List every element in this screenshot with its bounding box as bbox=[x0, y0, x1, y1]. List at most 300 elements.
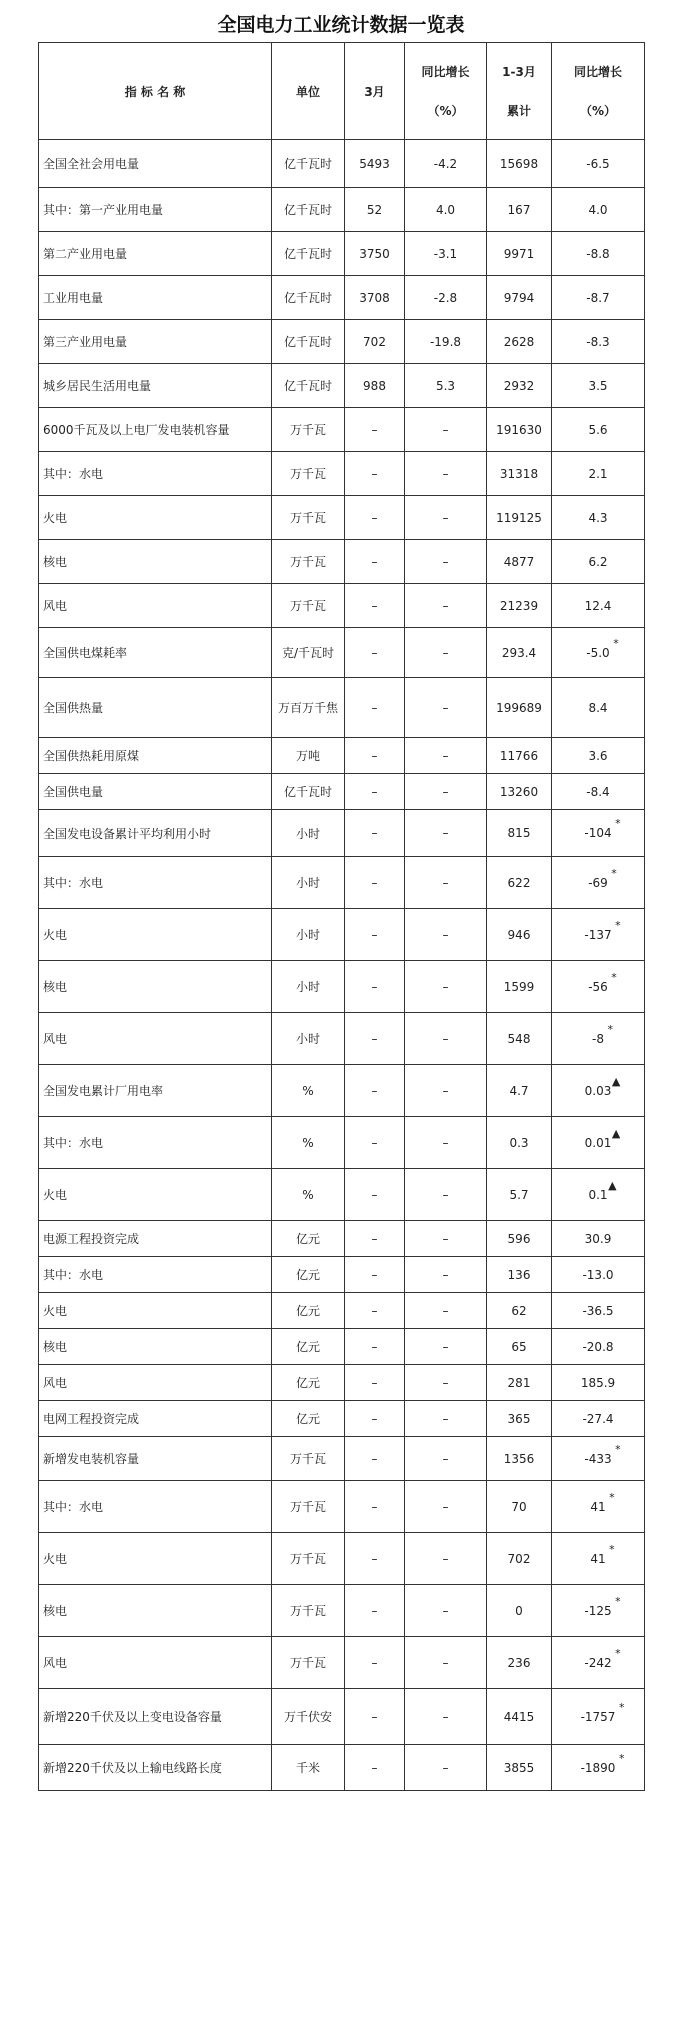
row-cumulative-cell: 293.4 bbox=[487, 628, 552, 678]
row-name-cell: 6000千瓦及以上电厂发电装机容量 bbox=[39, 408, 272, 452]
row-unit-cell: 亿元 bbox=[272, 1257, 345, 1293]
asterisk-marker: * bbox=[615, 1442, 621, 1456]
row-cum-yoy-cell: 3.6 bbox=[552, 738, 645, 774]
row-cum-yoy-cell: -27.4 bbox=[552, 1401, 645, 1437]
row-cumulative-cell: 62 bbox=[487, 1293, 552, 1329]
cum-yoy-value bbox=[590, 1542, 615, 1566]
row-cumulative-cell: 199689 bbox=[487, 678, 552, 738]
cum-yoy-text: 0.01 bbox=[584, 1135, 612, 1150]
table-row bbox=[39, 408, 645, 452]
row-march-cell: – bbox=[345, 628, 405, 678]
row-cum-yoy-cell bbox=[552, 1481, 645, 1533]
row-cumulative-cell: 0 bbox=[487, 1585, 552, 1637]
row-unit-cell: 小时 bbox=[272, 1013, 345, 1065]
cum-yoy-text: -1890 bbox=[580, 1760, 616, 1775]
row-march-cell: 52 bbox=[345, 188, 405, 232]
row-unit-cell: % bbox=[272, 1065, 345, 1117]
asterisk-marker: * bbox=[615, 918, 621, 932]
cum-yoy-text: 41 bbox=[590, 1551, 606, 1566]
row-yoy-cell: – bbox=[405, 1365, 487, 1401]
asterisk-marker: * bbox=[618, 1700, 625, 1714]
row-cum-yoy-cell: 12.4 bbox=[552, 584, 645, 628]
row-march-cell: – bbox=[345, 1065, 405, 1117]
row-cum-yoy-cell bbox=[552, 1437, 645, 1481]
header-march: 3月 bbox=[345, 43, 405, 140]
row-yoy-cell: – bbox=[405, 496, 487, 540]
table-row bbox=[39, 496, 645, 540]
cum-yoy-value bbox=[580, 1751, 625, 1775]
asterisk-marker: * bbox=[615, 1594, 621, 1608]
row-yoy-cell: – bbox=[405, 678, 487, 738]
row-unit-cell: 万千瓦 bbox=[272, 584, 345, 628]
row-name-cell: 电源工程投资完成 bbox=[39, 1221, 272, 1257]
cum-yoy-text: -5.0 bbox=[586, 645, 610, 660]
row-cum-yoy-cell: 8.4 bbox=[552, 678, 645, 738]
table-row bbox=[39, 364, 645, 408]
row-yoy-cell: – bbox=[405, 1013, 487, 1065]
row-name-cell: 火电 bbox=[39, 1169, 272, 1221]
row-name-cell: 其中：水电 bbox=[39, 452, 272, 496]
cum-yoy-value bbox=[584, 1074, 621, 1098]
row-march-cell: – bbox=[345, 1437, 405, 1481]
row-unit-cell: 小时 bbox=[272, 810, 345, 857]
row-yoy-cell: – bbox=[405, 1689, 487, 1745]
row-unit-cell: 小时 bbox=[272, 857, 345, 909]
row-unit-cell: 万千瓦 bbox=[272, 1481, 345, 1533]
row-cumulative-cell: 31318 bbox=[487, 452, 552, 496]
table-row bbox=[39, 1221, 645, 1257]
row-name-cell: 其中：水电 bbox=[39, 1117, 272, 1169]
row-name-cell: 城乡居民生活用电量 bbox=[39, 364, 272, 408]
row-cum-yoy-cell bbox=[552, 1689, 645, 1745]
asterisk-marker: * bbox=[611, 866, 617, 880]
row-cumulative-cell: 21239 bbox=[487, 584, 552, 628]
row-yoy-cell: -3.1 bbox=[405, 232, 487, 276]
table-row bbox=[39, 1065, 645, 1117]
row-name-cell: 其中：水电 bbox=[39, 857, 272, 909]
row-yoy-cell: – bbox=[405, 1437, 487, 1481]
cum-yoy-text: 0.1 bbox=[588, 1187, 608, 1202]
row-yoy-cell: -4.2 bbox=[405, 140, 487, 188]
cum-yoy-text: -242 bbox=[584, 1655, 612, 1670]
row-yoy-cell: – bbox=[405, 452, 487, 496]
row-cum-yoy-cell bbox=[552, 1013, 645, 1065]
row-unit-cell: 亿千瓦时 bbox=[272, 364, 345, 408]
row-cumulative-cell: 13260 bbox=[487, 774, 552, 810]
table-row bbox=[39, 140, 645, 188]
row-march-cell: – bbox=[345, 961, 405, 1013]
row-unit-cell: 小时 bbox=[272, 961, 345, 1013]
cum-yoy-value bbox=[584, 1646, 621, 1670]
table-row bbox=[39, 320, 645, 364]
table-row bbox=[39, 1329, 645, 1365]
row-cum-yoy-cell bbox=[552, 628, 645, 678]
row-yoy-cell: – bbox=[405, 1221, 487, 1257]
cum-yoy-text: -433 bbox=[584, 1451, 612, 1466]
row-march-cell: – bbox=[345, 1221, 405, 1257]
row-cum-yoy-cell: 185.9 bbox=[552, 1365, 645, 1401]
header-yoy-line1: 同比增长 bbox=[421, 65, 470, 79]
cum-yoy-value bbox=[584, 1126, 621, 1150]
table-row bbox=[39, 1401, 645, 1437]
row-cumulative-cell: 119125 bbox=[487, 496, 552, 540]
row-march-cell: 702 bbox=[345, 320, 405, 364]
row-march-cell: 3750 bbox=[345, 232, 405, 276]
row-unit-cell: 亿千瓦时 bbox=[272, 276, 345, 320]
row-name-cell: 火电 bbox=[39, 1293, 272, 1329]
row-cumulative-cell: 622 bbox=[487, 857, 552, 909]
triangle-marker-icon: ▲ bbox=[611, 1074, 621, 1088]
row-cumulative-cell: 946 bbox=[487, 909, 552, 961]
row-unit-cell: 万千瓦 bbox=[272, 1437, 345, 1481]
row-name-cell: 火电 bbox=[39, 496, 272, 540]
cum-yoy-text: 41 bbox=[590, 1499, 606, 1514]
cum-yoy-value bbox=[590, 1490, 615, 1514]
row-cum-yoy-cell bbox=[552, 857, 645, 909]
row-cumulative-cell: 2932 bbox=[487, 364, 552, 408]
cum-yoy-value bbox=[592, 1022, 613, 1046]
row-name-cell: 核电 bbox=[39, 1329, 272, 1365]
header-unit: 单位 bbox=[272, 43, 345, 140]
row-unit-cell: 亿元 bbox=[272, 1293, 345, 1329]
table-row bbox=[39, 1257, 645, 1293]
cum-yoy-value bbox=[584, 817, 621, 840]
row-cumulative-cell: 1356 bbox=[487, 1437, 552, 1481]
row-name-cell: 其中：水电 bbox=[39, 1257, 272, 1293]
cum-yoy-value bbox=[586, 636, 619, 660]
row-unit-cell: 亿元 bbox=[272, 1401, 345, 1437]
table-row bbox=[39, 232, 645, 276]
row-march-cell: – bbox=[345, 1637, 405, 1689]
row-cum-yoy-cell: 2.1 bbox=[552, 452, 645, 496]
row-cumulative-cell: 2628 bbox=[487, 320, 552, 364]
table-row bbox=[39, 678, 645, 738]
row-cumulative-cell: 136 bbox=[487, 1257, 552, 1293]
row-cumulative-cell: 65 bbox=[487, 1329, 552, 1365]
row-march-cell: – bbox=[345, 540, 405, 584]
row-unit-cell: 万千瓦 bbox=[272, 1533, 345, 1585]
row-march-cell: – bbox=[345, 1329, 405, 1365]
row-march-cell: – bbox=[345, 678, 405, 738]
row-cum-yoy-cell: -8.3 bbox=[552, 320, 645, 364]
row-cum-yoy-cell: 3.5 bbox=[552, 364, 645, 408]
row-name-cell: 工业用电量 bbox=[39, 276, 272, 320]
row-name-cell: 风电 bbox=[39, 1365, 272, 1401]
asterisk-marker: * bbox=[615, 817, 621, 830]
table-row bbox=[39, 1481, 645, 1533]
row-yoy-cell: – bbox=[405, 1481, 487, 1533]
row-cum-yoy-cell bbox=[552, 1533, 645, 1585]
table-row bbox=[39, 738, 645, 774]
row-unit-cell: 万千瓦 bbox=[272, 452, 345, 496]
asterisk-marker: * bbox=[609, 1490, 615, 1504]
row-cumulative-cell: 0.3 bbox=[487, 1117, 552, 1169]
row-yoy-cell: – bbox=[405, 961, 487, 1013]
table-row bbox=[39, 1533, 645, 1585]
row-unit-cell: 亿元 bbox=[272, 1221, 345, 1257]
row-yoy-cell: – bbox=[405, 857, 487, 909]
cum-yoy-value bbox=[584, 1594, 621, 1618]
row-cumulative-cell: 11766 bbox=[487, 738, 552, 774]
asterisk-marker: * bbox=[615, 1646, 621, 1660]
cum-yoy-text: -8 bbox=[592, 1031, 604, 1046]
cum-yoy-value bbox=[588, 866, 617, 890]
row-cum-yoy-cell: 6.2 bbox=[552, 540, 645, 584]
row-yoy-cell: – bbox=[405, 1329, 487, 1365]
cum-yoy-text: 0.03 bbox=[584, 1083, 612, 1098]
header-yoy bbox=[405, 43, 487, 140]
row-cum-yoy-cell: 4.0 bbox=[552, 188, 645, 232]
row-cum-yoy-cell: -8.7 bbox=[552, 276, 645, 320]
row-name-cell: 核电 bbox=[39, 961, 272, 1013]
table-row bbox=[39, 1169, 645, 1221]
table-row bbox=[39, 452, 645, 496]
table-row bbox=[39, 1437, 645, 1481]
row-cum-yoy-cell bbox=[552, 1585, 645, 1637]
cum-yoy-value bbox=[580, 1700, 625, 1724]
row-cumulative-cell: 5.7 bbox=[487, 1169, 552, 1221]
table-row bbox=[39, 1637, 645, 1689]
row-march-cell: – bbox=[345, 1257, 405, 1293]
header-cum-yoy-line1: 同比增长 bbox=[573, 65, 622, 79]
table-row bbox=[39, 810, 645, 857]
row-cum-yoy-cell bbox=[552, 909, 645, 961]
row-name-cell: 电网工程投资完成 bbox=[39, 1401, 272, 1437]
row-yoy-cell: – bbox=[405, 1637, 487, 1689]
row-unit-cell: 万千瓦 bbox=[272, 408, 345, 452]
row-cum-yoy-cell: 4.3 bbox=[552, 496, 645, 540]
table-row bbox=[39, 540, 645, 584]
asterisk-marker: * bbox=[611, 970, 617, 984]
row-unit-cell: 亿千瓦时 bbox=[272, 774, 345, 810]
row-march-cell: – bbox=[345, 408, 405, 452]
row-march-cell: – bbox=[345, 1689, 405, 1745]
table-body bbox=[39, 140, 645, 1791]
row-name-cell: 核电 bbox=[39, 540, 272, 584]
table-row bbox=[39, 1117, 645, 1169]
row-cum-yoy-cell: -8.8 bbox=[552, 232, 645, 276]
row-name-cell: 其中：水电 bbox=[39, 1481, 272, 1533]
row-unit-cell: 万千瓦 bbox=[272, 496, 345, 540]
row-cumulative-cell: 70 bbox=[487, 1481, 552, 1533]
row-cum-yoy-cell bbox=[552, 1169, 645, 1221]
header-cum-yoy bbox=[552, 43, 645, 140]
row-yoy-cell: – bbox=[405, 1065, 487, 1117]
cum-yoy-value bbox=[588, 970, 617, 994]
table-row bbox=[39, 1745, 645, 1791]
row-cumulative-cell: 236 bbox=[487, 1637, 552, 1689]
cum-yoy-text: -137 bbox=[584, 927, 612, 942]
asterisk-marker: * bbox=[609, 1542, 615, 1556]
row-unit-cell: 万千伏安 bbox=[272, 1689, 345, 1745]
row-name-cell: 第三产业用电量 bbox=[39, 320, 272, 364]
row-march-cell: – bbox=[345, 584, 405, 628]
row-yoy-cell: -19.8 bbox=[405, 320, 487, 364]
row-yoy-cell: – bbox=[405, 628, 487, 678]
asterisk-marker: * bbox=[613, 636, 619, 650]
row-yoy-cell: – bbox=[405, 909, 487, 961]
row-yoy-cell: – bbox=[405, 1117, 487, 1169]
row-name-cell: 新增220千伏及以上输电线路长度 bbox=[39, 1745, 272, 1791]
row-unit-cell: 千米 bbox=[272, 1745, 345, 1791]
row-unit-cell: 小时 bbox=[272, 909, 345, 961]
row-name-cell: 其中：第一产业用电量 bbox=[39, 188, 272, 232]
header-cum-line1: 1-3月 bbox=[502, 65, 536, 79]
row-cumulative-cell: 15698 bbox=[487, 140, 552, 188]
table-row bbox=[39, 1293, 645, 1329]
cum-yoy-text: -56 bbox=[588, 979, 608, 994]
row-cum-yoy-cell bbox=[552, 1117, 645, 1169]
row-cum-yoy-cell: -8.4 bbox=[552, 774, 645, 810]
table-row bbox=[39, 774, 645, 810]
row-march-cell: – bbox=[345, 1401, 405, 1437]
cum-yoy-value bbox=[588, 1178, 617, 1202]
cum-yoy-text: -125 bbox=[584, 1603, 612, 1618]
row-march-cell: – bbox=[345, 1169, 405, 1221]
table-row bbox=[39, 1585, 645, 1637]
row-cumulative-cell: 9794 bbox=[487, 276, 552, 320]
row-name-cell: 第二产业用电量 bbox=[39, 232, 272, 276]
table-header-row bbox=[39, 43, 645, 140]
row-yoy-cell: – bbox=[405, 1401, 487, 1437]
row-name-cell: 全国发电设备累计平均利用小时 bbox=[39, 810, 272, 857]
row-yoy-cell: 5.3 bbox=[405, 364, 487, 408]
row-yoy-cell: – bbox=[405, 584, 487, 628]
page-title: 全国电力工业统计数据一览表 bbox=[217, 14, 465, 36]
row-march-cell: – bbox=[345, 1533, 405, 1585]
row-cumulative-cell: 596 bbox=[487, 1221, 552, 1257]
row-yoy-cell: – bbox=[405, 540, 487, 584]
row-name-cell: 全国供电量 bbox=[39, 774, 272, 810]
row-yoy-cell: 4.0 bbox=[405, 188, 487, 232]
triangle-marker-icon: ▲ bbox=[608, 1178, 617, 1192]
row-name-cell: 风电 bbox=[39, 1637, 272, 1689]
header-yoy-line2: （%） bbox=[427, 104, 464, 118]
row-unit-cell: 万千瓦 bbox=[272, 540, 345, 584]
row-yoy-cell: – bbox=[405, 1169, 487, 1221]
table-row bbox=[39, 1689, 645, 1745]
row-cumulative-cell: 3855 bbox=[487, 1745, 552, 1791]
row-yoy-cell: – bbox=[405, 774, 487, 810]
row-unit-cell: 亿元 bbox=[272, 1365, 345, 1401]
cum-yoy-text: -1757 bbox=[580, 1709, 616, 1724]
row-yoy-cell: – bbox=[405, 1257, 487, 1293]
row-march-cell: – bbox=[345, 1365, 405, 1401]
header-name: 指 标 名 称 bbox=[39, 43, 272, 140]
row-cum-yoy-cell: -13.0 bbox=[552, 1257, 645, 1293]
row-cumulative-cell: 9971 bbox=[487, 232, 552, 276]
table-row bbox=[39, 1365, 645, 1401]
row-unit-cell: % bbox=[272, 1117, 345, 1169]
row-unit-cell: 亿千瓦时 bbox=[272, 140, 345, 188]
row-unit-cell: 万千瓦 bbox=[272, 1637, 345, 1689]
row-march-cell: – bbox=[345, 496, 405, 540]
row-march-cell: – bbox=[345, 1117, 405, 1169]
row-march-cell: – bbox=[345, 774, 405, 810]
row-unit-cell: % bbox=[272, 1169, 345, 1221]
row-name-cell: 全国发电累计厂用电率 bbox=[39, 1065, 272, 1117]
row-cumulative-cell: 4.7 bbox=[487, 1065, 552, 1117]
table-row bbox=[39, 276, 645, 320]
row-cum-yoy-cell: -6.5 bbox=[552, 140, 645, 188]
row-march-cell: 3708 bbox=[345, 276, 405, 320]
row-cum-yoy-cell: -20.8 bbox=[552, 1329, 645, 1365]
header-cumulative bbox=[487, 43, 552, 140]
statistics-table bbox=[38, 42, 645, 1791]
cum-yoy-text: -69 bbox=[588, 875, 608, 890]
row-march-cell: – bbox=[345, 1293, 405, 1329]
row-yoy-cell: – bbox=[405, 408, 487, 452]
row-name-cell: 火电 bbox=[39, 909, 272, 961]
row-cumulative-cell: 281 bbox=[487, 1365, 552, 1401]
row-cumulative-cell: 4415 bbox=[487, 1689, 552, 1745]
row-unit-cell: 万百万千焦 bbox=[272, 678, 345, 738]
row-march-cell: – bbox=[345, 909, 405, 961]
row-name-cell: 新增发电装机容量 bbox=[39, 1437, 272, 1481]
table-row bbox=[39, 188, 645, 232]
row-name-cell: 风电 bbox=[39, 1013, 272, 1065]
row-cum-yoy-cell bbox=[552, 1637, 645, 1689]
table-row bbox=[39, 909, 645, 961]
row-yoy-cell: -2.8 bbox=[405, 276, 487, 320]
row-march-cell: – bbox=[345, 1481, 405, 1533]
table-row bbox=[39, 628, 645, 678]
header-cum-yoy-line2: （%） bbox=[579, 104, 617, 118]
table-row bbox=[39, 857, 645, 909]
row-cumulative-cell: 548 bbox=[487, 1013, 552, 1065]
row-march-cell: – bbox=[345, 1585, 405, 1637]
row-cum-yoy-cell bbox=[552, 1745, 645, 1791]
row-cum-yoy-cell bbox=[552, 1065, 645, 1117]
asterisk-marker: * bbox=[607, 1022, 613, 1036]
row-march-cell: – bbox=[345, 738, 405, 774]
row-name-cell: 核电 bbox=[39, 1585, 272, 1637]
row-name-cell: 风电 bbox=[39, 584, 272, 628]
row-name-cell: 新增220千伏及以上变电设备容量 bbox=[39, 1689, 272, 1745]
row-yoy-cell: – bbox=[405, 1745, 487, 1791]
row-cum-yoy-cell bbox=[552, 961, 645, 1013]
row-unit-cell: 亿元 bbox=[272, 1329, 345, 1365]
row-cumulative-cell: 365 bbox=[487, 1401, 552, 1437]
row-name-cell: 全国供热量 bbox=[39, 678, 272, 738]
row-unit-cell: 亿千瓦时 bbox=[272, 232, 345, 276]
row-march-cell: – bbox=[345, 810, 405, 857]
row-cumulative-cell: 702 bbox=[487, 1533, 552, 1585]
header-cum-line2: 累计 bbox=[506, 104, 531, 118]
row-march-cell: 988 bbox=[345, 364, 405, 408]
row-cumulative-cell: 191630 bbox=[487, 408, 552, 452]
row-march-cell: – bbox=[345, 452, 405, 496]
row-cumulative-cell: 167 bbox=[487, 188, 552, 232]
row-yoy-cell: – bbox=[405, 738, 487, 774]
row-name-cell: 全国供电煤耗率 bbox=[39, 628, 272, 678]
row-cumulative-cell: 1599 bbox=[487, 961, 552, 1013]
row-yoy-cell: – bbox=[405, 810, 487, 857]
cum-yoy-value bbox=[584, 918, 621, 942]
triangle-marker-icon: ▲ bbox=[611, 1126, 621, 1140]
row-cum-yoy-cell bbox=[552, 810, 645, 857]
cum-yoy-value bbox=[584, 1442, 621, 1466]
row-march-cell: – bbox=[345, 857, 405, 909]
row-cum-yoy-cell: 5.6 bbox=[552, 408, 645, 452]
asterisk-marker: * bbox=[618, 1751, 625, 1765]
row-unit-cell: 万千瓦 bbox=[272, 1585, 345, 1637]
row-unit-cell: 克/千瓦时 bbox=[272, 628, 345, 678]
row-march-cell: – bbox=[345, 1013, 405, 1065]
row-march-cell: 5493 bbox=[345, 140, 405, 188]
row-name-cell: 全国全社会用电量 bbox=[39, 140, 272, 188]
row-march-cell: – bbox=[345, 1745, 405, 1791]
